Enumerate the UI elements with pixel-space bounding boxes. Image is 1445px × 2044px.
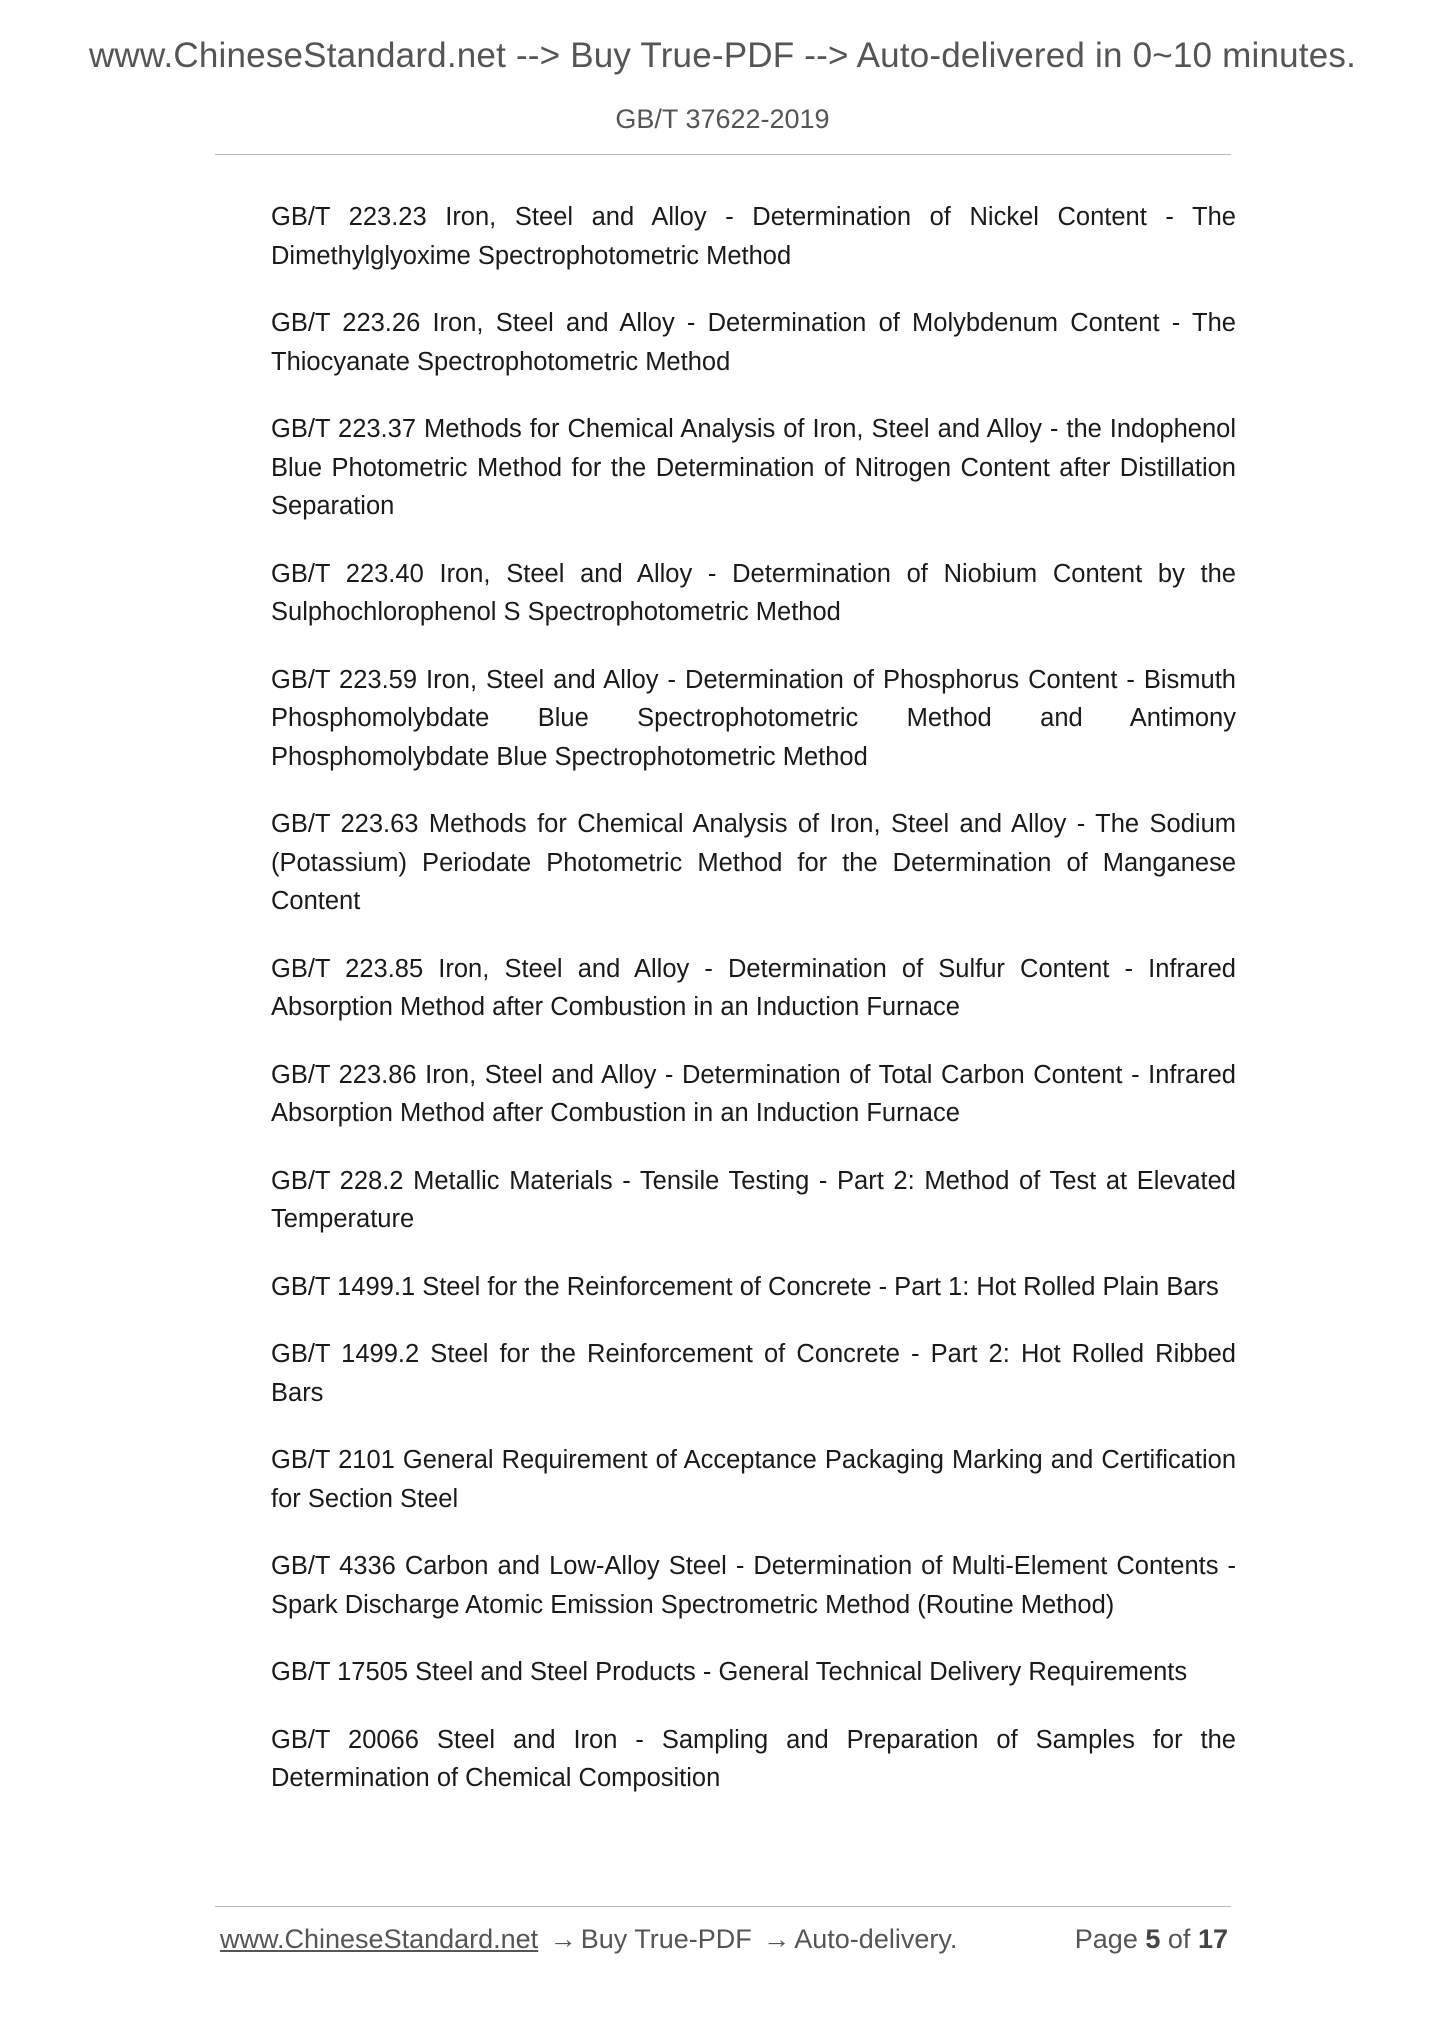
reference-item: GB/T 223.86 Iron, Steel and Alloy - Determination of Total Carbon Content - Infrared Absorption Method after Combustion in an Induction Furnace <box>271 1060 1236 1127</box>
total-pages-number: 17 <box>1197 1924 1228 1954</box>
reference-item: GB/T 223.85 Iron, Steel and Alloy - Determination of Sulfur Content - Infrared Absorption Method after Combustion in an Induction Furnace <box>271 954 1236 1021</box>
header-divider <box>215 154 1231 155</box>
reference-item: GB/T 2101 General Requirement of Acceptance Packaging Marking and Certification for Section Steel <box>271 1446 1236 1513</box>
reference-item: GB/T 1499.2 Steel for the Reinforcement of Concrete - Part 2: Hot Rolled Ribbed Bars <box>271 1340 1236 1407</box>
page-of-label: of <box>1167 1924 1191 1954</box>
reference-item: GB/T 223.23 Iron, Steel and Alloy - Determination of Nickel Content - The Dimethylglyoxime Spectrophotometric Method <box>271 203 1236 270</box>
reference-item: GB/T 17505 Steel and Steel Products - General Technical Delivery Requirements <box>271 1658 1188 1686</box>
normative-references-list <box>271 198 1236 1827</box>
arrow-right-icon: → <box>763 1924 791 1954</box>
buy-text: Buy True-PDF <box>580 1924 752 1954</box>
current-page-number: 5 <box>1145 1924 1161 1954</box>
footer-divider <box>215 1906 1231 1907</box>
page-label: Page <box>1074 1924 1138 1954</box>
page-indicator <box>1075 1924 1228 1955</box>
reference-item: GB/T 228.2 Metallic Materials - Tensile Testing - Part 2: Method of Test at Elevated Temperature <box>271 1166 1236 1233</box>
delivery-text: Auto-delivery. <box>794 1924 958 1954</box>
site-banner: www.ChineseStandard.net --> Buy True-PDF --> Auto-delivered in 0~10 minutes. <box>88 36 1357 75</box>
document-code: GB/T 37622-2019 <box>615 104 830 134</box>
reference-item: GB/T 4336 Carbon and Low-Alloy Steel - Determination of Multi-Element Contents -Spark Discharge Atomic Emission Spectrometric Method (Routine Method) <box>271 1552 1236 1619</box>
reference-item: GB/T 223.59 Iron, Steel and Alloy - Determination of Phosphorus Content - Bismuth Phosphomolybdate Blue Spectrophotometric Method and Antimony Phosphomolybdate Blue Spectrophotometric Method <box>271 665 1236 771</box>
reference-item: GB/T 223.63 Methods for Chemical Analysis of Iron, Steel and Alloy - The Sodium (Potassium) Periodate Photometric Method for the Determination of Manganese Content <box>271 810 1236 915</box>
reference-item: GB/T 223.26 Iron, Steel and Alloy - Determination of Molybdenum Content - The Thiocyanate Spectrophotometric Method <box>271 309 1236 376</box>
arrow-right-icon: → <box>549 1924 577 1954</box>
reference-item: GB/T 20066 Steel and Iron - Sampling and Preparation of Samples for the Determination of Chemical Composition <box>271 1725 1236 1792</box>
reference-item: GB/T 223.40 Iron, Steel and Alloy - Determination of Niobium Content by the Sulphochlorophenol S Spectrophotometric Method <box>271 559 1236 626</box>
footer-promo <box>220 1924 957 1955</box>
reference-item: GB/T 223.37 Methods for Chemical Analysis of Iron, Steel and Alloy - the Indophenol Blue Photometric Method for the Determination of Nitrogen Content after Distillation Separation <box>271 415 1236 520</box>
site-link[interactable]: www.ChineseStandard.net <box>220 1924 539 1954</box>
reference-item: GB/T 1499.1 Steel for the Reinforcement of Concrete - Part 1: Hot Rolled Plain Bars <box>271 1272 1219 1301</box>
page-footer <box>220 1924 1228 1964</box>
